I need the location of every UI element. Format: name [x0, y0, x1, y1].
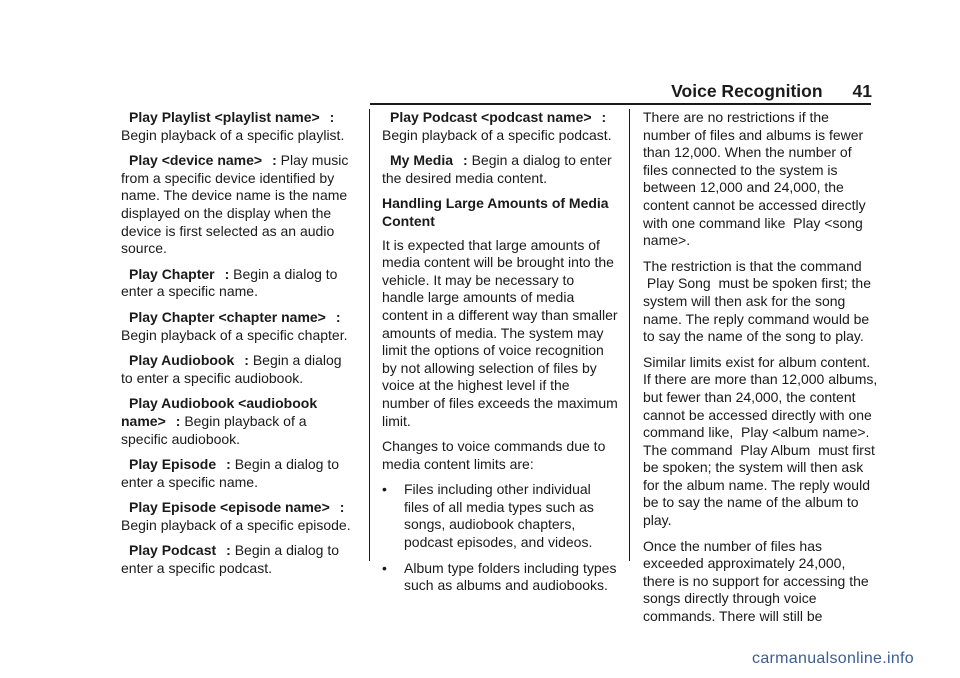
command-entry: Play Episode <episode name> : Begin playback of a specific episode. — [121, 499, 351, 533]
paragraph: Once the number of files has exceeded approximately 24,000, there is no support for accessing the songs directly through voice commands. There will still be — [643, 537, 869, 625]
section-title: Voice Recognition — [671, 81, 823, 101]
command-name: Play Audiobook — [129, 352, 235, 369]
command-entry: Play Audiobook <audiobook name> : Begin playback of a specific audiobook. — [121, 395, 318, 447]
paragraph: There are no restrictions if the number of files and albums is fewer than 12,000. When the number of files connected to the system is between 12,000 and 24,000, the content cannot be accessed directly with one command like Play <song name>. — [643, 109, 866, 249]
header-rule — [370, 103, 871, 105]
command-description: Begin playback of a specific episode. — [121, 516, 351, 533]
bullet-icon: • — [382, 559, 387, 576]
command-name: Play <device name> — [129, 152, 263, 169]
column-3 — [643, 109, 879, 634]
command-description: Play music from a specific device identified by name. The device name is the name displayed on the display when the device is first selected as an audio source. — [121, 152, 349, 257]
command-name: Play Episode <episode name> — [129, 499, 330, 516]
column-divider-1 — [369, 109, 370, 561]
command-description: Begin a dialog to enter a specific name. — [121, 265, 338, 300]
command-entry: Play Chapter : Begin a dialog to enter a specific name. — [121, 265, 338, 300]
command-entry: Play <device name> : Play music from a specific device identified by name. The device name is the name displayed on the display when the device is first selected as an audio source. — [121, 152, 349, 257]
command-entry: Play Podcast : Begin a dialog to enter a specific podcast. — [121, 542, 340, 577]
page-header — [671, 81, 872, 102]
command-name: Play Playlist <playlist name> — [129, 109, 320, 125]
command-description: Begin playback of a specific podcast. — [382, 126, 612, 143]
command-name: My Media — [390, 152, 454, 169]
command-name: Play Chapter — [129, 265, 215, 282]
column-1 — [121, 109, 357, 586]
command-name: Play Episode — [129, 456, 217, 473]
bullet-item — [382, 481, 618, 551]
command-description: Begin playback of a specific audiobook. — [121, 412, 307, 447]
command-name: Play Podcast — [129, 542, 217, 559]
watermark: carmanualsonline.info — [752, 650, 914, 667]
page-number: 41 — [852, 81, 872, 101]
command-description: Begin a dialog to enter a specific name. — [121, 456, 340, 490]
command-name: Play Audiobook <audiobook name> — [121, 395, 318, 429]
paragraph: The restriction is that the command Play Song must be spoken first; the system will then ask for the song name. The reply command would be to say the name of the song to play. — [643, 257, 872, 345]
command-name: Play Chapter <chapter name> — [129, 308, 326, 325]
bullet-item — [382, 560, 618, 595]
column-divider-2 — [629, 109, 630, 561]
bullet-text: Album type folders including types such as albums and audiobooks. — [404, 559, 617, 594]
subheading: Handling Large Amounts of Media Content — [382, 195, 609, 229]
command-entry: Play Podcast <podcast name> : Begin playback of a specific podcast. — [382, 109, 612, 143]
command-description: Begin a dialog to enter the desired media content. — [382, 152, 612, 186]
command-description: Begin a dialog to enter a specific audiobook. — [121, 352, 342, 386]
bullet-text: Files including other individual files of all media types such as songs, audiobook chapters, podcast episodes, and videos. — [404, 481, 594, 551]
paragraph: Changes to voice commands due to media content limits are: — [382, 438, 606, 472]
command-description: Begin playback of a specific chapter. — [121, 326, 348, 343]
command-description: Begin playback of a specific playlist. — [121, 126, 345, 143]
column-2 — [382, 109, 618, 603]
paragraph: It is expected that large amounts of media content will be brought into the vehicle. It may be necessary to handle large amounts of media content in a different way than smaller amounts of media. The system may limit the options of voice recognition by not allowing selection of files by voice at the highest level if the number of files exceeds the maximum limit. — [382, 236, 618, 429]
command-entry: Play Chapter <chapter name> : Begin playback of a specific chapter. — [121, 308, 348, 343]
bullet-icon: • — [382, 481, 387, 498]
command-name: Play Podcast <podcast name> — [390, 109, 592, 125]
command-entry: Play Episode : Begin a dialog to enter a specific name. — [121, 456, 340, 490]
command-entry: Play Audiobook : Begin a dialog to enter a specific audiobook. — [121, 352, 342, 386]
command-entry: Play Playlist <playlist name> : Begin playback of a specific playlist. — [121, 109, 345, 143]
command-entry: My Media : Begin a dialog to enter the desired media content. — [382, 152, 612, 186]
command-description: Begin a dialog to enter a specific podcast. — [121, 542, 340, 577]
paragraph: Similar limits exist for album content. If there are more than 12,000 albums, but fewer than 24,000, the content cannot be accessed directly with one command like, Play <album name>. The command Play Album must first be spoken; the system will then ask for the album name. The reply would be to say the name of the album to play. — [643, 353, 878, 529]
